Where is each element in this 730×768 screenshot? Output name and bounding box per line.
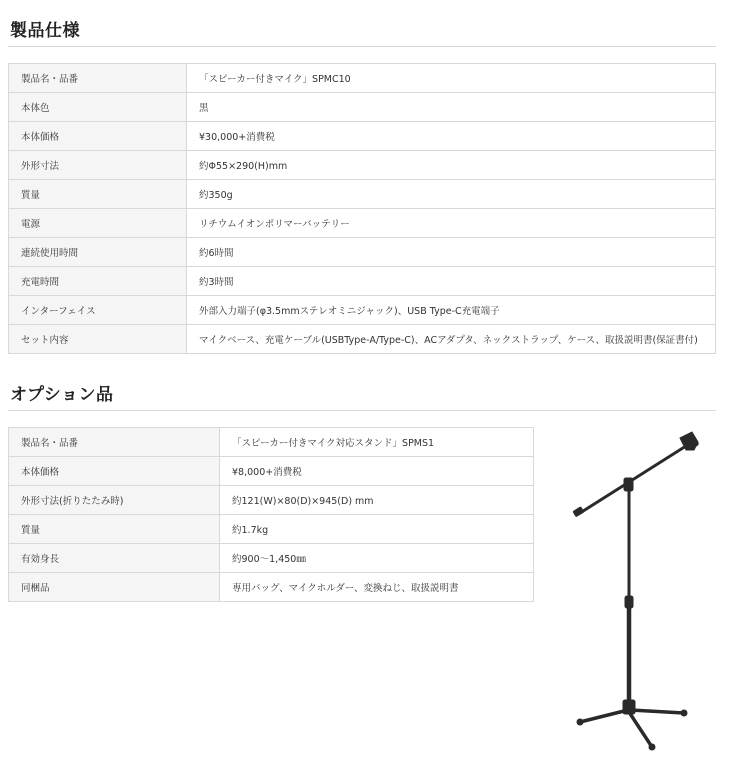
table-row	[9, 544, 534, 573]
microphone-stand-photo-icon	[573, 432, 699, 750]
spec-value: 約121(W)×80(D)×945(D) mm	[220, 486, 534, 515]
table-row	[9, 151, 716, 180]
spec-value: 「スピーカー付きマイク」SPMC10	[187, 64, 716, 93]
section-divider	[8, 46, 716, 47]
table-row	[9, 209, 716, 238]
spec-value: マイクベース、充電ケーブル(USBType-A/Type-C)、ACアダプタ、ネックストラップ、ケース、取扱説明書(保証書付)	[187, 325, 716, 354]
table-row	[9, 267, 716, 296]
spec-label: 質量	[9, 180, 187, 209]
spec-value: 約6時間	[187, 238, 716, 267]
table-row	[9, 486, 534, 515]
spec-value: ¥30,000+消費税	[187, 122, 716, 151]
table-row	[9, 238, 716, 267]
section-divider	[8, 410, 716, 411]
spec-value: 約1.7kg	[220, 515, 534, 544]
spec-label: 製品名・品番	[9, 64, 187, 93]
spec-value: 約Φ55×290(H)mm	[187, 151, 716, 180]
spec-label: 同梱品	[9, 573, 220, 602]
spec-label: 本体価格	[9, 457, 220, 486]
spec-label: インターフェイス	[9, 296, 187, 325]
spec-value: 外部入力端子(φ3.5mmステレオミニジャック)、USB Type-C充電端子	[187, 296, 716, 325]
spec-label: 製品名・品番	[9, 428, 220, 457]
table-row	[9, 93, 716, 122]
spec-label: 本体色	[9, 93, 187, 122]
product-spec-table	[8, 63, 716, 354]
section-title-options: オプション品	[10, 385, 114, 405]
spec-label: 連続使用時間	[9, 238, 187, 267]
table-row	[9, 122, 716, 151]
option-spec-table	[8, 427, 534, 602]
spec-value: 黒	[187, 93, 716, 122]
table-row	[9, 457, 534, 486]
spec-label: 充電時間	[9, 267, 187, 296]
table-row	[9, 573, 534, 602]
table-row	[9, 428, 534, 457]
spec-value: 「スピーカー付きマイク対応スタンド」SPMS1	[220, 428, 534, 457]
spec-label: 質量	[9, 515, 220, 544]
spec-value: リチウムイオンポリマーバッテリー	[187, 209, 716, 238]
table-row	[9, 64, 716, 93]
spec-label: 外形寸法(折りたたみ時)	[9, 486, 220, 515]
spec-label: 有効身長	[9, 544, 220, 573]
spec-value: ¥8,000+消費税	[220, 457, 534, 486]
table-row	[9, 296, 716, 325]
table-row	[9, 515, 534, 544]
table-row	[9, 180, 716, 209]
spec-label: 電源	[9, 209, 187, 238]
spec-label: セット内容	[9, 325, 187, 354]
spec-label: 本体価格	[9, 122, 187, 151]
table-row	[9, 325, 716, 354]
spec-label: 外形寸法	[9, 151, 187, 180]
spec-value: 専用バッグ、マイクホルダー、変換ねじ、取扱説明書	[220, 573, 534, 602]
section-title-product-specs: 製品仕様	[10, 21, 80, 41]
spec-value: 約3時間	[187, 267, 716, 296]
spec-value: 約900～1,450㎜	[220, 544, 534, 573]
microphone-stand-image	[558, 420, 714, 758]
spec-value: 約350g	[187, 180, 716, 209]
